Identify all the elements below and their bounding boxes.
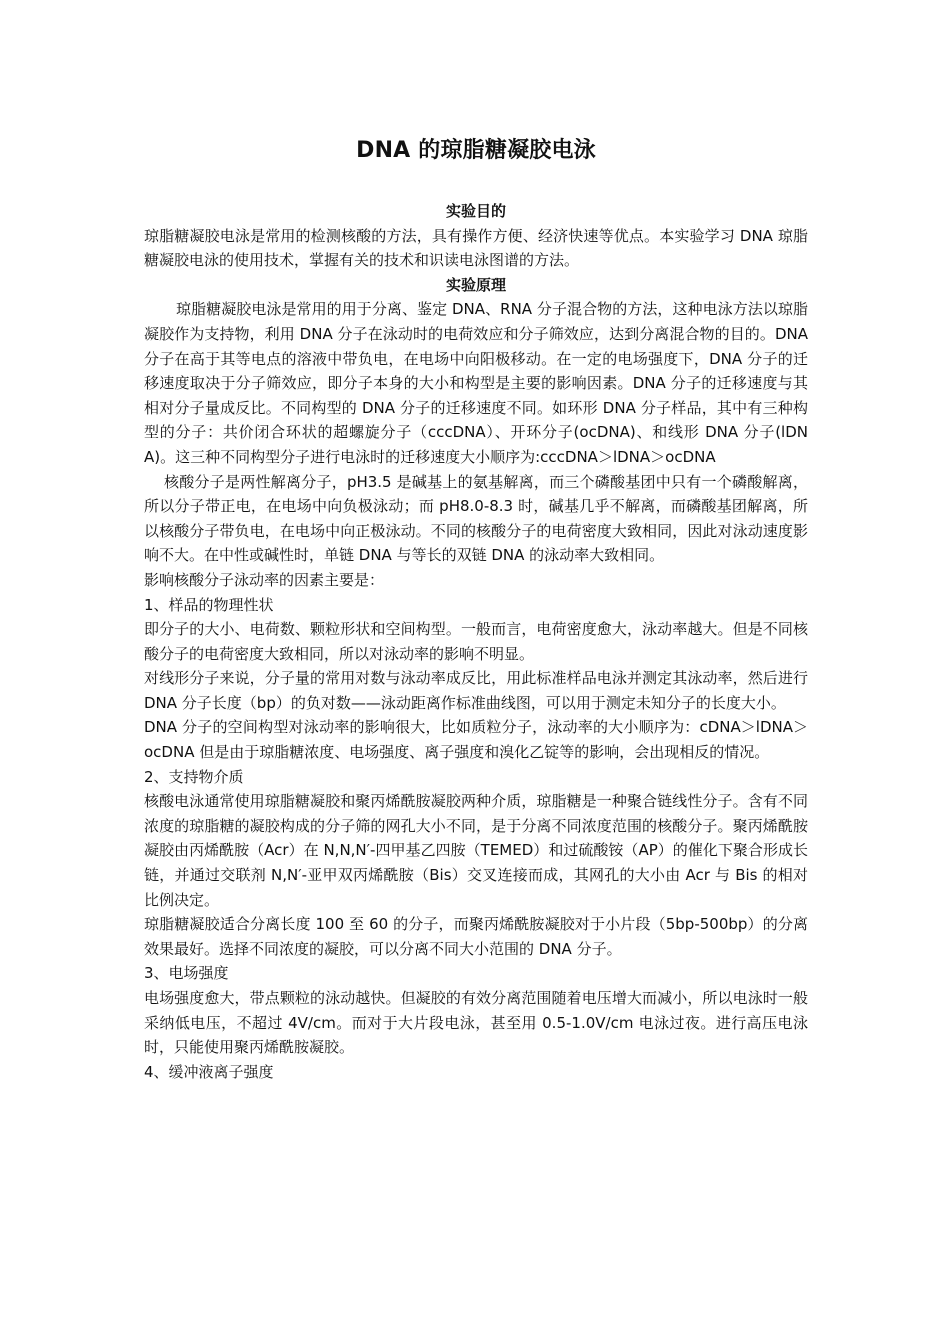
factor-1-paragraph-2: 对线形分子来说，分子量的常用对数与泳动率成反比，用此标准样品电泳并测定其泳动率，然后进行 DNA 分子长度（bp）的负对数——泳动距离作标准曲线图，可以用于测定未知分子的长度大小。 [144, 669, 808, 712]
principle-heading: 实验原理 [445, 275, 506, 294]
purpose-paragraph: 琼脂糖凝胶电泳是常用的检测核酸的方法，具有操作方便、经济快速等优点。本实验学习 DNA 琼脂糖凝胶电泳的使用技术，掌握有关的技术和识读电泳图谱的方法。 [144, 226, 808, 270]
factor-3-title: 3、电场强度 [144, 964, 229, 983]
factor-1-paragraph-3: DNA 分子的空间构型对泳动率的影响很大，比如质粒分子，泳动率的大小顺序为：cDNA＞lDNA＞ocDNA 但是由于琼脂糖浓度、电场强度、离子强度和溴化乙锭等的影响，会出现相反的情况。 [144, 718, 808, 762]
factor-2-title: 2、支持物介质 [144, 767, 244, 786]
purpose-heading: 实验目的 [445, 202, 506, 220]
principle-paragraph-2: 核酸分子是两性解离分子，pH3.5 是碱基上的氨基解离，而三个磷酸基团中只有一个磷酸解离，所以分子带正电，在电场中向负极泳动；而 pH8.0-8.3 时，碱基几乎不解离，而磷酸基团解离，所以核酸分子带负电，在电场中向正极泳动。不同的核酸分子的电荷密度大致相同，因此对泳动速度影响不大。在中性或碱性时，单链 DNA 与等长的双链 DNA 的泳动率大致相同。 [144, 472, 808, 565]
factor-1-paragraph-1: 即分子的大小、电荷数、颗粒形状和空间构型。一般而言，电荷密度愈大，泳动率越大。但是不同核酸分子的电荷密度大致相同，所以对泳动率的影响不明显。 [144, 620, 808, 663]
document-body [144, 199, 808, 1084]
principle-paragraph-1: 琼脂糖凝胶电泳是常用的用于分离、鉴定 DNA、RNA 分子混合物的方法，这种电泳方法以琼脂凝胶作为支持物，利用 DNA 分子在泳动时的电荷效应和分子筛效应，达到分离混合物的目的。DNA 分子在高于其等电点的溶液中带负电，在电场中向阳极移动。在一定的电场强度下，DNA 分子的迁移速度取决于分子筛效应，即分子本身的大小和构型是主要的影响因素。DNA 分子的迁移速度与其相对分子量成反比。不同构型的 DNA 分子的迁移速度不同。如环形 DNA 分子样品，其中有三种构型的分子：共价闭合环状的超螺旋分子（cccDNA）、开环分子(ocDNA)、和线形 DNA 分子(lDNA)。这三种不同构型分子进行电泳时的迁移速度大小顺序为:cccDNA＞lDNA＞ocDNA [144, 300, 808, 466]
factor-3-paragraph-1: 电场强度愈大，带点颗粒的泳动越快。但凝胶的有效分离范围随着电压增大而减小，所以电泳时一般采纳低电压，不超过 4V/cm。而对于大片段电泳，甚至用 0.5-1.0V/cm 电泳过夜。进行高压电泳时，只能使用聚丙烯酰胺凝胶。 [144, 989, 808, 1057]
factors-intro: 影响核酸分子泳动率的因素主要是： [144, 570, 385, 589]
factor-2-paragraph-2: 琼脂糖凝胶适合分离长度 100 至 60 的分子，而聚丙烯酰胺凝胶对于小片段（5bp-500bp）的分离效果最好。选择不同浓度的凝胶，可以分离不同大小范围的 DNA 分子。 [144, 915, 808, 958]
factor-2-paragraph-1: 核酸电泳通常使用琼脂糖凝胶和聚丙烯酰胺凝胶两种介质，琼脂糖是一种聚合链线性分子。含有不同浓度的琼脂糖的凝胶构成的分子筛的网孔大小不同，是于分离不同浓度范围的核酸分子。聚丙烯酰胺凝胶由丙烯酰胺（Acr）在 N,N,N′-四甲基乙四胺（TEMED）和过硫酸铵（AP）的催化下聚合形成长链，并通过交联剂 N,N′-亚甲双丙烯酰胺（Bis）交叉连接而成，其网孔的大小由 Acr 与 Bis 的相对比例决定。 [144, 792, 808, 909]
factor-1-title: 1、样品的物理性状 [144, 595, 274, 614]
factor-4-title: 4、缓冲液离子强度 [144, 1062, 274, 1081]
document-title: DNA 的琼脂糖凝胶电泳 [356, 138, 596, 163]
